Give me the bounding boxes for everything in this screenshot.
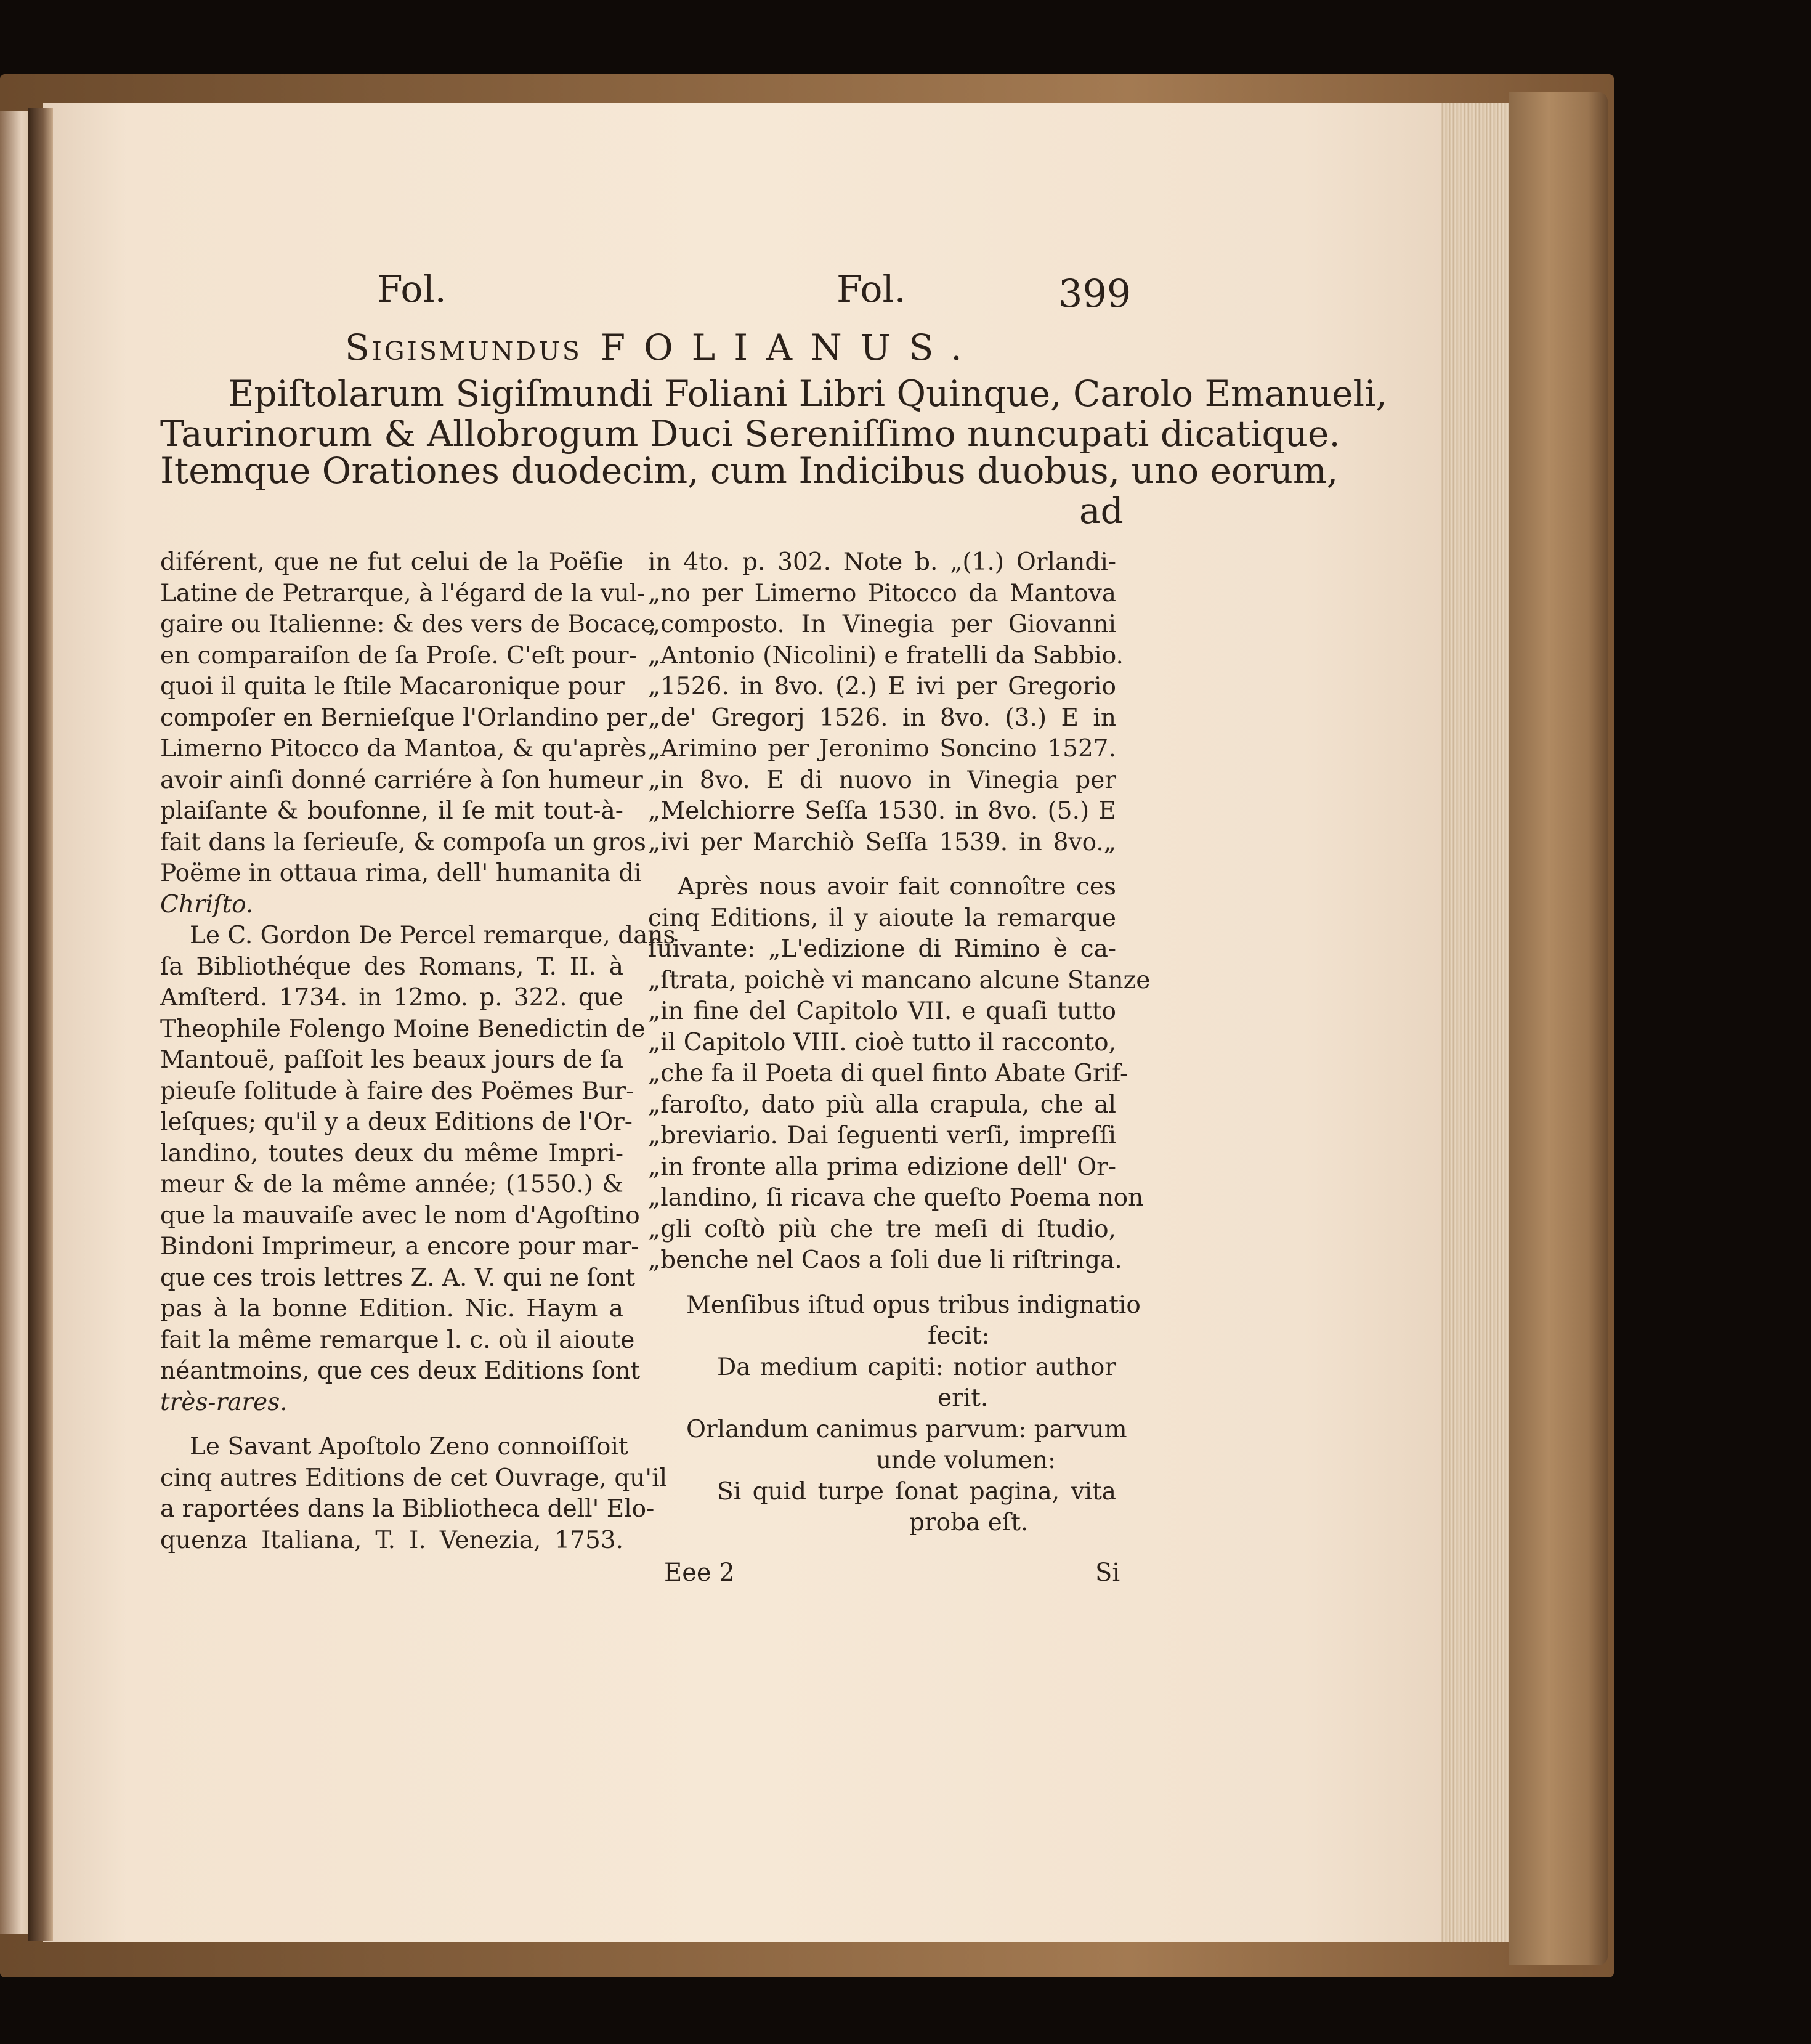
text-line: meur & de la même année; (1550.) & [160,1170,623,1198]
text-line: „il Capitolo VIII. cioè tutto il racconto, [648,1028,1116,1056]
right-column [648,547,1151,1539]
text-line: „de' Gregorj 1526. in 8vo. (3.) E in [648,704,1116,732]
text-line: très-rares. [160,1388,288,1416]
text-line: en comparaiſon de ſa Proſe. C'eſt pour- [160,641,637,670]
text-line: ſa Bibliothéque des Romans, T. II. à [160,952,623,981]
verse-line: Da medium capiti: notior author [717,1353,1116,1381]
text-line: „in fronte alla prima edizione dell' Or- [648,1153,1116,1181]
signature-mark: Eee 2 [664,1559,735,1587]
text-line: diférent, que ne fut celui de la Poëſie [160,548,623,576]
text-line: Chriſto. [160,890,254,919]
text-line: quoi il quita le ſtile Macaronique pour [160,673,625,700]
catchword: Si [1095,1559,1120,1587]
text-line: Bindoni Imprimeur, a encore pour mar- [160,1233,639,1260]
text-line: ſuivante: „L'edizione di Rimino è ca- [648,935,1116,963]
text-line: „che fa il Poeta di quel finto Abate Grif- [648,1060,1128,1087]
left-column [160,547,676,1556]
verse-line: Orlandum canimus parvum: parvum [686,1415,1127,1443]
text-line: Poëme in ottaua rima, dell' humanita di [160,859,642,887]
text-line: Le C. Gordon De Percel remarque, dans [190,922,676,949]
entry-heading [345,326,981,368]
intro-line-1: Epiſtolarum Sigiſmundi Foliani Libri Quinque, Carolo Emanueli, [228,373,1387,415]
heading-first-name: Sigismundus [345,326,582,368]
text-line: „Arimino per Jeronimo Soncino 1527. [648,735,1116,763]
text-line: „1526. in 8vo. (2.) E ivi per Gregorio [648,673,1116,700]
running-title-left: Fol. [377,268,447,311]
verse-line: unde volumen: [876,1446,1056,1474]
text-line: „faroſto, dato più alla crapula, che al [648,1090,1116,1119]
text-line: Après nous avoir fait connoître ces [678,873,1116,901]
text-line: a raportées dans la Bibliotheca dell' Elo- [160,1495,655,1523]
text-line: fait dans la ſerieuſe, & compoſa un gros [160,828,646,856]
text-line: „no per Limerno Pitocco da Mantova [648,579,1116,607]
text-line: quenza Italiana, T. I. Venezia, 1753. [160,1526,623,1554]
text-line: „ivi per Marchiò Seſſa 1539. in 8vo.„ [648,828,1116,856]
text-line: „ſtrata, poichè vi mancano alcune Stanze [648,966,1151,994]
verse-line: Si quid turpe ſonat pagina, vita [717,1477,1116,1506]
text-line: fait la même remarque l. c. où il aioute [160,1326,635,1354]
verse-line: proba eſt. [909,1509,1029,1536]
text-line: „composto. In Vinegia per Giovanni [648,610,1116,638]
text-line: „in 8vo. E di nuovo in Vinegia per [648,766,1116,794]
text-line: Le Savant Apoſtolo Zeno connoiſſoit [190,1433,628,1461]
text-line: „Antonio (Nicolini) e fratelli da Sabbio. [648,641,1124,670]
page-block-edge [1435,103,1509,1942]
text-line: que ces trois lettres Z. A. V. qui ne ſont [160,1263,636,1292]
text-line: que la mauvaiſe avec le nom d'Agoſtino [160,1201,640,1230]
text-line: compoſer en Bernieſque l'Orlandino per [160,704,647,732]
text-line: „landino, ſi ricava che queſto Poema non [648,1184,1144,1212]
text-line: pas à la bonne Edition. Nic. Haym a [160,1295,623,1323]
text-line: pieuſe ſolitude à faire des Poëmes Bur- [160,1077,634,1105]
intro-line-3: Itemque Orationes duodecim, cum Indicibus duobus, uno eorum, [160,450,1339,492]
page-number: 399 [1058,271,1132,316]
text-line: cinq Editions, il y aioute la remarque [648,904,1116,932]
text-line: Amſterd. 1734. in 12mo. p. 322. que [160,984,623,1012]
running-title-center: Fol. [837,268,906,311]
gutter [28,108,53,1941]
book-fore-edge-binding [1509,92,1608,1965]
text-line: landino, toutes deux du même Impri- [160,1139,623,1167]
text-line: plaiſante & boufonne, il ſe mit tout-à- [160,797,623,825]
text-line: leſques; qu'il y a deux Editions de l'Or- [160,1108,633,1136]
heading-surname: FOLIANUS. [600,326,981,368]
text-line: Limerno Pitocco da Mantoa, & qu'après [160,735,647,763]
text-line: néantmoins, que ces deux Editions ſont [160,1357,641,1385]
text-line: „benche nel Caos a ſoli due li riſtringa. [648,1246,1122,1274]
text-line: „in fine del Capitolo VII. e quaſi tutto [648,997,1116,1025]
text-line: avoir ainſi donné carriére à ſon humeur [160,766,643,794]
text-line: Latine de Petrarque, à l'égard de la vul- [160,579,646,607]
text-line: in 4to. p. 302. Note b. „(1.) Orlandi- [648,548,1116,576]
text-line: Mantouë, paſſoit les beaux jours de ſa [160,1046,623,1074]
intro-line-2: Taurinorum & Allobrogum Duci Sereniſſimo nuncupati dicatique. [160,413,1340,455]
text-line: gaire ou Italienne: & des vers de Bocace [160,610,655,638]
text-line: „gli coſtò più che tre meſi di ſtudio, [648,1215,1116,1243]
text-line: cinq autres Editions de cet Ouvrage, qu'il [160,1464,668,1492]
intro-line-4: ad [1079,490,1124,532]
text-line: „breviario. Dai ſeguenti verſi, impreſſi [648,1122,1116,1150]
text-line: „Melchiorre Seſſa 1530. in 8vo. (5.) E [648,797,1116,825]
verse-line: fecit: [928,1322,990,1350]
verse-line: Menſibus iſtud opus tribus indignatio [686,1291,1141,1319]
text-line: Theophile Folengo Moine Benedictin de [160,1015,646,1043]
verse-line: erit. [938,1384,989,1412]
